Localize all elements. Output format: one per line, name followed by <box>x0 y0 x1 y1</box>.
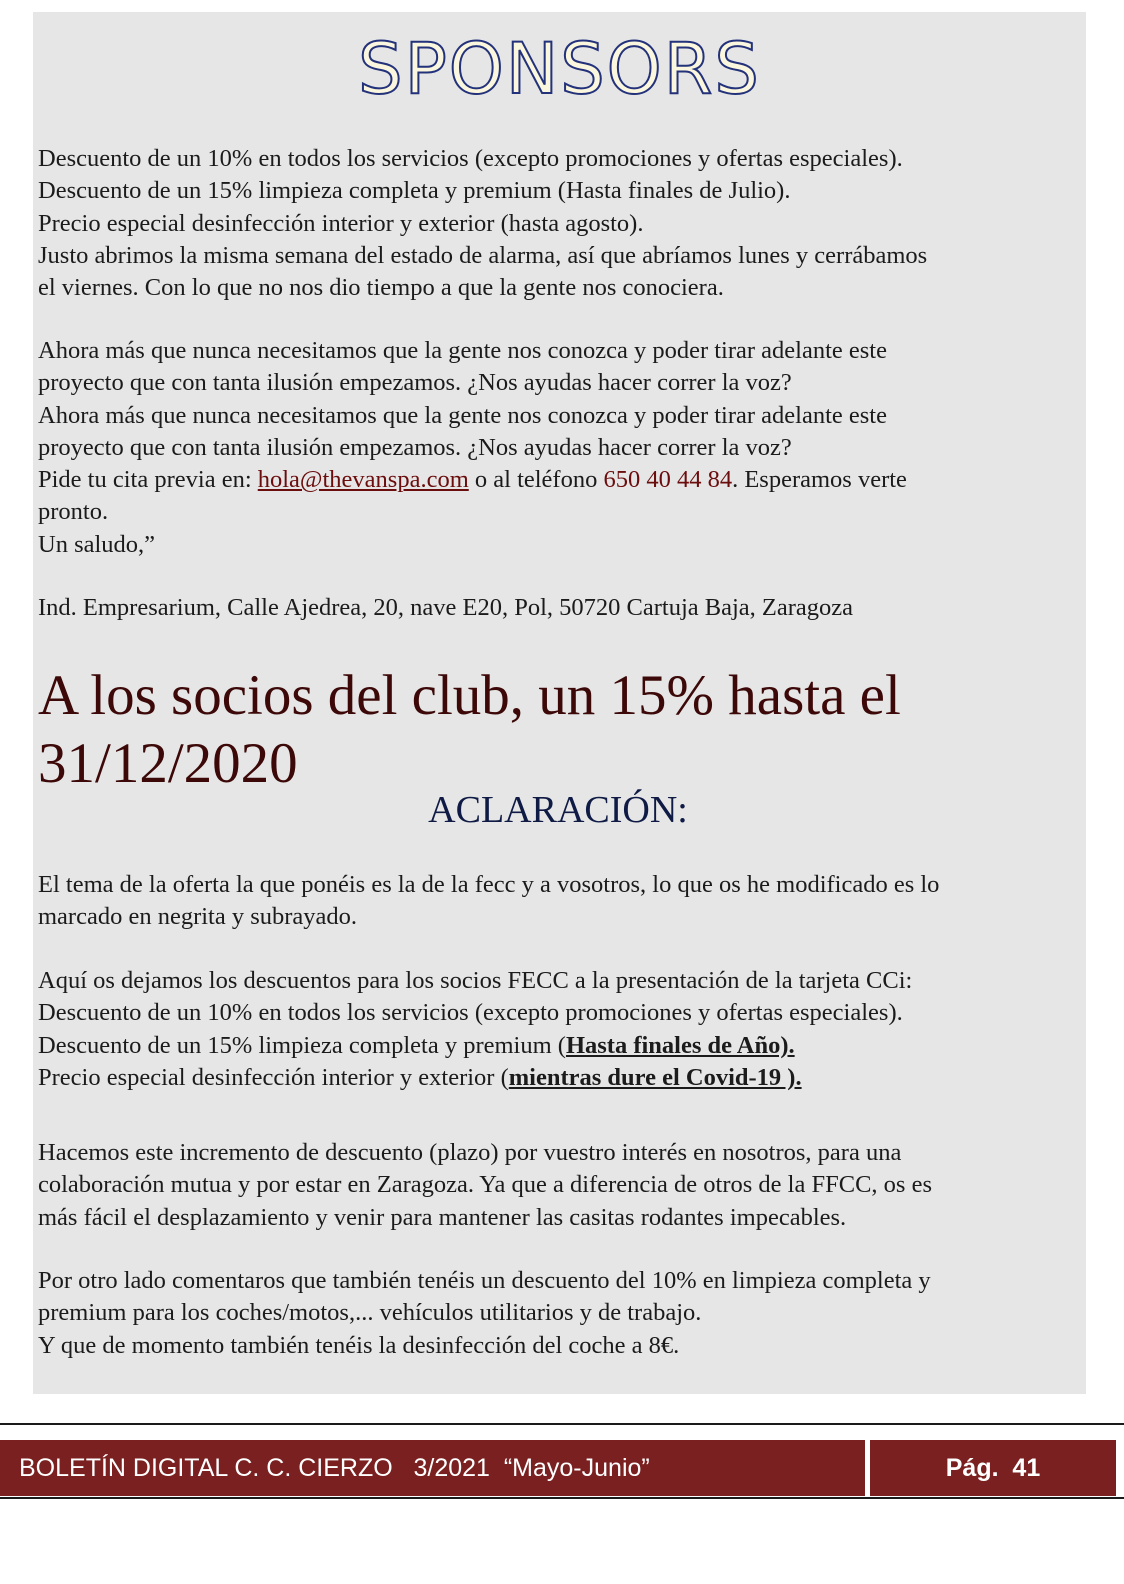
appeal-paragraph <box>38 335 1078 561</box>
phone-number: 650 40 44 84 <box>603 466 733 494</box>
address-text: Ind. Empresarium, Calle Ajedrea, 20, nave E20, Pol, 50720 Cartuja Baja, Zaragoza <box>38 594 854 621</box>
paragraph-line: Precio especial desinfección interior y exterior (hasta agosto). <box>38 209 644 237</box>
page-number-text: Pág. 41 <box>945 1453 1041 1482</box>
paragraph-line: pronto. <box>38 498 109 526</box>
paragraph-line: Aquí os dejamos los descuentos para los socios FECC a la presentación de la tarjeta CCi: <box>38 967 913 994</box>
footer-bulletin-title <box>0 1440 865 1496</box>
paragraph-line: premium para los coches/motos,... vehículos utilitarios y de trabajo. <box>38 1299 702 1327</box>
paragraph-line: Por otro lado comentaros que también tenéis un descuento del 10% en limpieza completa y <box>38 1267 931 1294</box>
paragraph-line: Ahora más que nunca necesitamos que la gente nos conozca y poder tirar adelante este <box>38 337 887 364</box>
paragraph-line: Descuento de un 10% en todos los servicios (excepto promociones y ofertas especiales). <box>38 999 903 1027</box>
highlighted-term: mientras dure el Covid-19 ). <box>508 1063 802 1091</box>
contact-middle: o al teléfono <box>468 466 604 494</box>
footer-top-rule <box>0 1423 1124 1425</box>
paragraph-line: Descuento de un 15% limpieza completa y premium (Hasta finales de Julio). <box>38 177 791 205</box>
line-prefix: Descuento de un 15% limpieza completa y premium ( <box>38 1031 566 1059</box>
contact-prefix: Pide tu cita previa en: <box>38 466 258 494</box>
club-offer-heading <box>38 662 901 798</box>
aclaracion-heading: ACLARACIÓN: <box>428 789 688 831</box>
contact-suffix: . Esperamos verte <box>732 466 907 494</box>
paragraph-line: El tema de la oferta la que ponéis es la de la fecc y a vosotros, lo que os he modificado es lo <box>38 871 940 898</box>
paragraph-line: Justo abrimos la misma semana del estado de alarma, así que abríamos lunes y cerrábamos <box>38 241 928 269</box>
email-link[interactable]: hola@thevanspa.com <box>257 466 469 494</box>
offer-date: 31/12/2020 <box>38 732 298 795</box>
address-line <box>38 592 1078 624</box>
footer-page-number <box>870 1440 1116 1496</box>
paragraph-line: marcado en negrita y subrayado. <box>38 903 358 931</box>
paragraph-line: proyecto que con tanta ilusión empezamos. ¿Nos ayudas hacer correr la voz? <box>38 433 792 461</box>
paragraph-line: Hacemos este incremento de descuento (plazo) por vuestro interés en nosotros, para una <box>38 1139 902 1166</box>
bulletin-title-text: BOLETÍN DIGITAL C. C. CIERZO 3/2021 “Mayo-Junio” <box>19 1453 650 1482</box>
footer-bottom-rule <box>0 1497 1124 1499</box>
paragraph-line: más fácil el desplazamiento y venir para mantener las casitas rodantes impecables. <box>38 1203 847 1231</box>
sponsor-discounts-paragraph <box>38 143 1078 304</box>
paragraph-line: Descuento de un 10% en todos los servicios (excepto promociones y ofertas especiales). <box>38 145 903 172</box>
contact-line <box>38 464 1078 496</box>
paragraph-line: proyecto que con tanta ilusión empezamos. ¿Nos ayudas hacer correr la voz? <box>38 369 792 397</box>
paragraph-line: el viernes. Con lo que no nos dio tiempo a que la gente nos conociera. <box>38 274 724 302</box>
highlighted-term: Hasta finales de Año). <box>565 1031 795 1059</box>
sponsors-heading: SPONSORS <box>358 28 761 110</box>
content-panel <box>33 12 1086 1394</box>
paragraph-line: Y que de momento también tenéis la desinfección del coche a 8€. <box>38 1331 680 1359</box>
paragraph-line: colaboración mutua y por estar en Zaragoza. Ya que a diferencia de otros de la FFCC, os es <box>38 1171 932 1199</box>
greeting-line: Un saludo,” <box>38 530 156 558</box>
line-prefix: Precio especial desinfección interior y exterior ( <box>38 1063 509 1091</box>
paragraph-line: Ahora más que nunca necesitamos que la gente nos conozca y poder tirar adelante este <box>38 401 887 429</box>
offer-line: A los socios del club, un 15% hasta el <box>38 664 901 727</box>
